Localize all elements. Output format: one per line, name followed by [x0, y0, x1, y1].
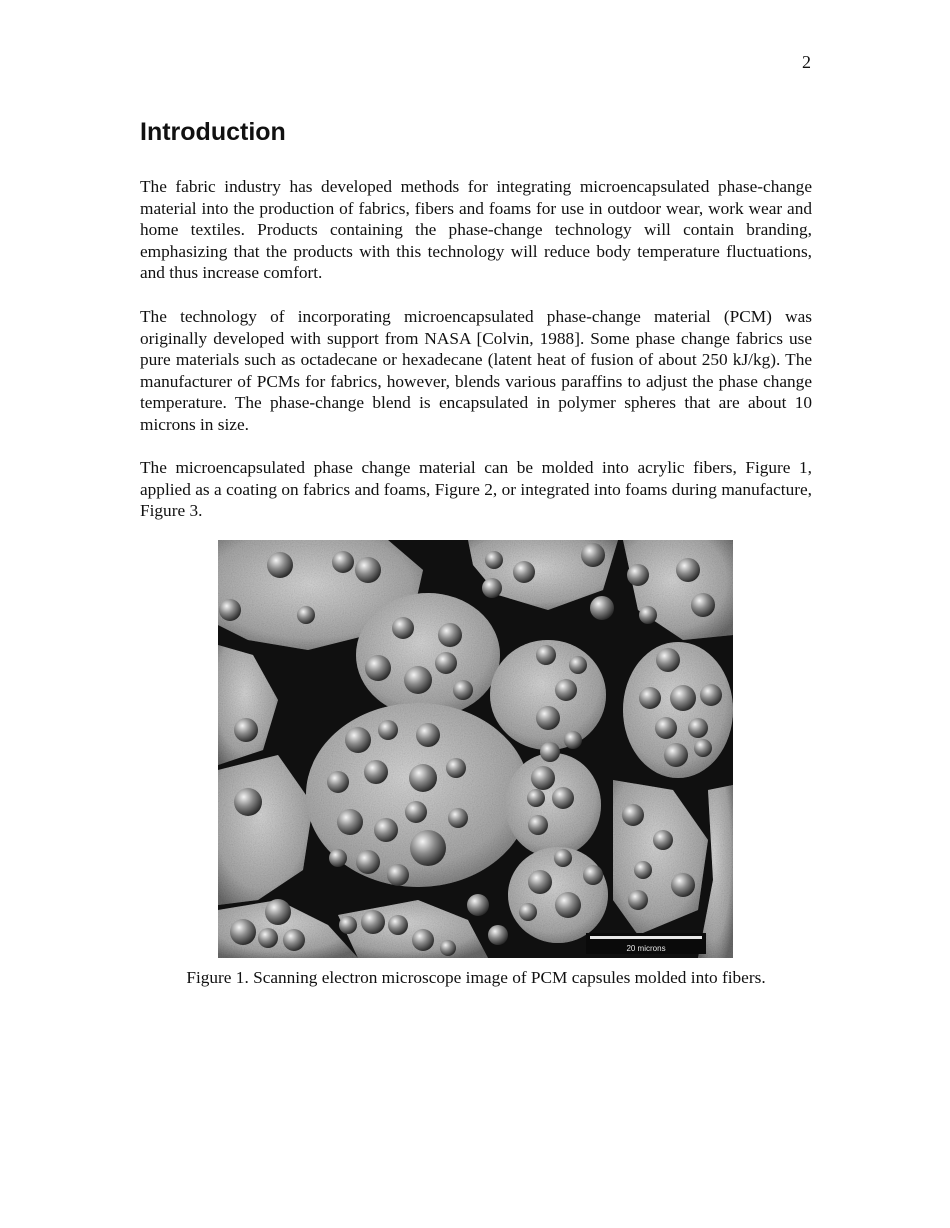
figure-caption: Figure 1. Scanning electron microscope image of PCM capsules molded into fibers.	[186, 968, 766, 987]
sem-image	[218, 540, 733, 958]
section-heading: Introduction	[140, 118, 286, 146]
scale-bar-label: 20 microns	[626, 944, 666, 953]
paragraph-2: The technology of incorporating microencapsulated phase-change material (PCM) was originally developed with support from NASA [Colvin, 1988]. Some phase change fabrics use pure materials such as octadecane or hexadecane (latent heat of fusion of about 250 kJ/kg). The manufacturer of PCMs for fabrics, however, blends various paraffins to adjust the phase change temperature. The phase-change blend is encapsulated in polymer spheres that are about 10 microns in size.	[140, 307, 812, 434]
paragraph-3: The microencapsulated phase change material can be molded into acrylic fibers, Figure 1, applied as a coating on fabrics and foams, Figure 2, or integrated into foams during manufacture, Figure 3.	[140, 458, 812, 521]
page-number: 2	[802, 52, 811, 72]
paragraph-1: The fabric industry has developed methods for integrating microencapsulated phase-change material into the production of fabrics, fibers and foams for use in outdoor wear, work wear and home textiles. Products containing the phase-change technology will contain branding, emphasizing that the products with this technology will reduce body temperature fluctuations, and thus increase comfort.	[140, 177, 812, 283]
scale-bar	[590, 936, 702, 939]
fiber-section	[356, 593, 500, 717]
fiber-section	[505, 753, 601, 857]
